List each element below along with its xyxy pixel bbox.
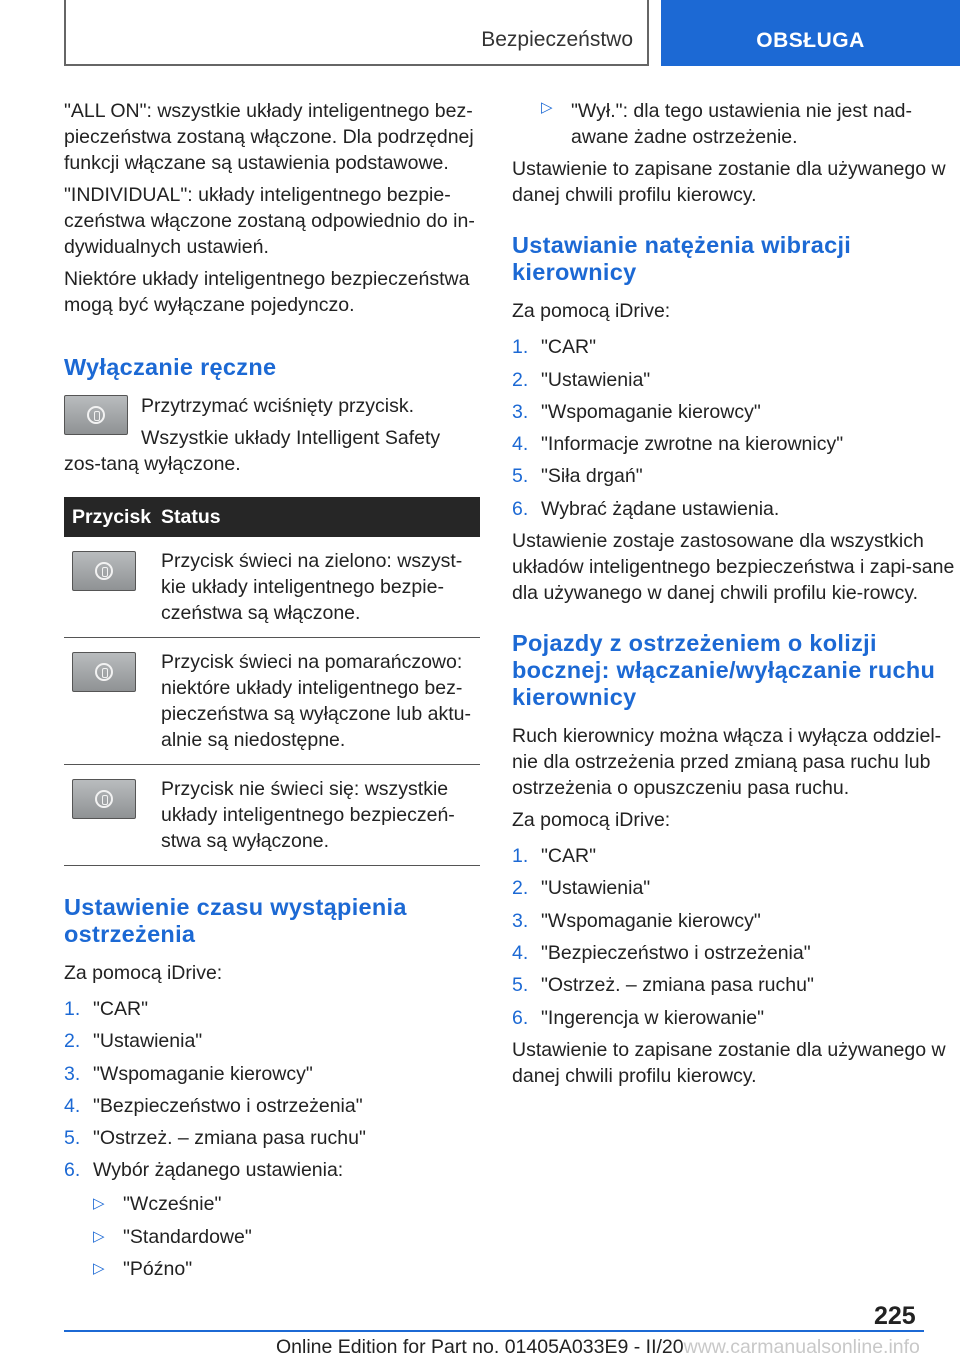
vibration-intro: Za pomocą iDrive:: [512, 300, 671, 323]
triangle-right-icon: ▷: [541, 99, 553, 116]
list-item: ▷ "Późno": [93, 1258, 193, 1281]
list-item: 4. "Informacje zwrotne na kierownicy": [512, 433, 844, 456]
warning-time-intro: Za pomocą iDrive:: [64, 962, 223, 984]
list-item: 3. "Wspomaganie kierowcy": [64, 1062, 313, 1085]
footer-divider: [64, 1330, 864, 1332]
vibration-note: Ustawienie zostaje zastosowane dla wszystkich układów inteligentnego bezpieczeństwa i zapi-sane dla używanego w danej chwili profilu kie-rowcy.: [512, 530, 955, 605]
intro-paragraph-all-on: "ALL ON": wszystkie układy inteligentnego bez-pieczeństwa zostaną włączone. Dla podrzędnej funkcji włączane są ustawienia podstawowe.: [64, 100, 474, 174]
warning-time-options: [93, 1191, 480, 1282]
side-collision-steps: [512, 843, 956, 1030]
list-item: 3. "Wspomaganie kierowcy": [512, 400, 761, 423]
intelligent-safety-button-icon: [64, 395, 128, 435]
status-text: Przycisk świeci na pomarańczowo: niektóre układy inteligentnego bez-pieczeństwa są wyłączone lub aktu-alnie są niedostępne.: [158, 638, 480, 765]
manual-off-instruction: Przytrzymać wciśnięty przycisk.: [141, 395, 415, 417]
side-collision-paragraph: Ruch kierownicy można włącza i wyłącza oddziel-nie dla ostrzeżenia przed zmianą pasa ruchu lub ostrzeżenia o opuszczeniu pasa ruchu.: [512, 725, 942, 800]
list-item: 1. "CAR": [512, 845, 597, 868]
header-section-title: Bezpieczeństwo: [481, 28, 633, 51]
side-collision-heading: Pojazdy z ostrzeżeniem o kolizji bocznej: włączanie/wyłączanie ruchu kierownicy: [512, 630, 936, 711]
triangle-right-icon: ▷: [93, 1227, 105, 1245]
column-header-button: Przycisk: [64, 497, 158, 537]
triangle-right-icon: ▷: [93, 1260, 105, 1278]
list-item: 4. "Bezpieczeństwo i ostrzeżenia": [64, 1094, 363, 1117]
button-orange-icon: [72, 652, 136, 692]
status-table-header: [64, 497, 480, 537]
table-row: [64, 638, 480, 765]
list-item: ▷ "Standardowe": [93, 1225, 252, 1248]
footer-watermark: www.carmanualsonline.info: [683, 1336, 920, 1358]
header-chapter-tab[interactable]: [661, 0, 960, 66]
status-text: Przycisk świeci na zielono: wszyst-kie układy inteligentnego bezpie-czeństwa są włączone.: [158, 537, 480, 638]
list-item: 6. Wybór żądanego ustawienia: ▷ "Wcześnie" ▷ "Standardowe" ▷ "Późno": [64, 1157, 480, 1282]
header-chapter-title: OBSŁUGA: [756, 29, 865, 52]
saved-note-1: Ustawienie to zapisane zostanie dla używanego w danej chwili profilu kierowcy.: [512, 158, 946, 207]
list-item: ▷ "Wcześnie": [93, 1193, 222, 1216]
manual-off-result: Wszystkie układy Intelligent Safety zos-taną wyłączone.: [64, 427, 441, 475]
button-off-icon: [72, 779, 136, 819]
footer-edition-text: Online Edition for Part no. 01405A033E9 - II/20: [276, 1336, 684, 1358]
side-collision-intro: Za pomocą iDrive:: [512, 809, 671, 832]
list-item: 2. "Ustawienia": [512, 877, 651, 900]
footer-divider-end: [864, 1330, 924, 1332]
list-item: ▷ "Wył.": dla tego ustawienia nie jest nad-awane żadne ostrzeżenie.: [541, 99, 913, 148]
button-green-icon: [72, 551, 136, 591]
list-item: 1. "CAR": [64, 998, 149, 1020]
list-item: 3. "Wspomaganie kierowcy": [512, 909, 761, 932]
manual-off-heading: Wyłączanie ręczne: [64, 354, 277, 380]
saved-note-2: Ustawienie to zapisane zostanie dla używanego w danej chwili profilu kierowcy.: [512, 1038, 946, 1087]
intro-paragraph-single: Niektóre układy inteligentnego bezpieczeństwa mogą być wyłączane pojedynczo.: [64, 268, 470, 316]
list-item: 6. "Ingerencja w kierowanie": [512, 1006, 765, 1029]
warning-time-heading: Ustawienie czasu wystąpienia ostrzeżenia: [64, 894, 407, 947]
table-row: [64, 765, 480, 866]
list-item: 1. "CAR": [512, 336, 597, 359]
status-table: [64, 497, 480, 866]
right-column: [512, 98, 956, 1095]
footer-edition: [276, 1336, 920, 1359]
column-header-status: Status: [158, 497, 480, 537]
left-column: [64, 98, 480, 1288]
vibration-heading: Ustawianie natężenia wibracji kierownicy: [512, 232, 852, 286]
intro-paragraph-individual: "INDIVIDUAL": układy inteligentnego bezpie-czeństwa włączone zostaną odpowiednio do in-dywidualnych ustawień.: [64, 184, 475, 258]
status-text: Przycisk nie świeci się: wszystkie układy inteligentnego bezpieczeń-stwa są wyłączone.: [158, 765, 480, 866]
warning-time-steps: [64, 996, 480, 1282]
list-item: 6. Wybrać żądane ustawienia.: [512, 497, 780, 520]
list-item: 5. "Ostrzeż. – zmiana pasa ruchu": [512, 974, 814, 997]
list-item: 4. "Bezpieczeństwo i ostrzeżenia": [512, 941, 811, 964]
list-item: 5. "Ostrzeż. – zmiana pasa ruchu": [64, 1127, 366, 1150]
triangle-right-icon: ▷: [93, 1195, 105, 1213]
header-section-tab: [64, 0, 649, 66]
list-item: 2. "Ustawienia": [64, 1030, 203, 1053]
list-item: 2. "Ustawienia": [512, 368, 651, 391]
list-item: 5. "Siła drgań": [512, 465, 643, 488]
page-number: 225: [874, 1302, 916, 1330]
vibration-steps: [512, 334, 956, 521]
table-row: [64, 537, 480, 638]
warning-time-options-cont: [541, 98, 956, 150]
manual-off-block: [64, 393, 480, 419]
